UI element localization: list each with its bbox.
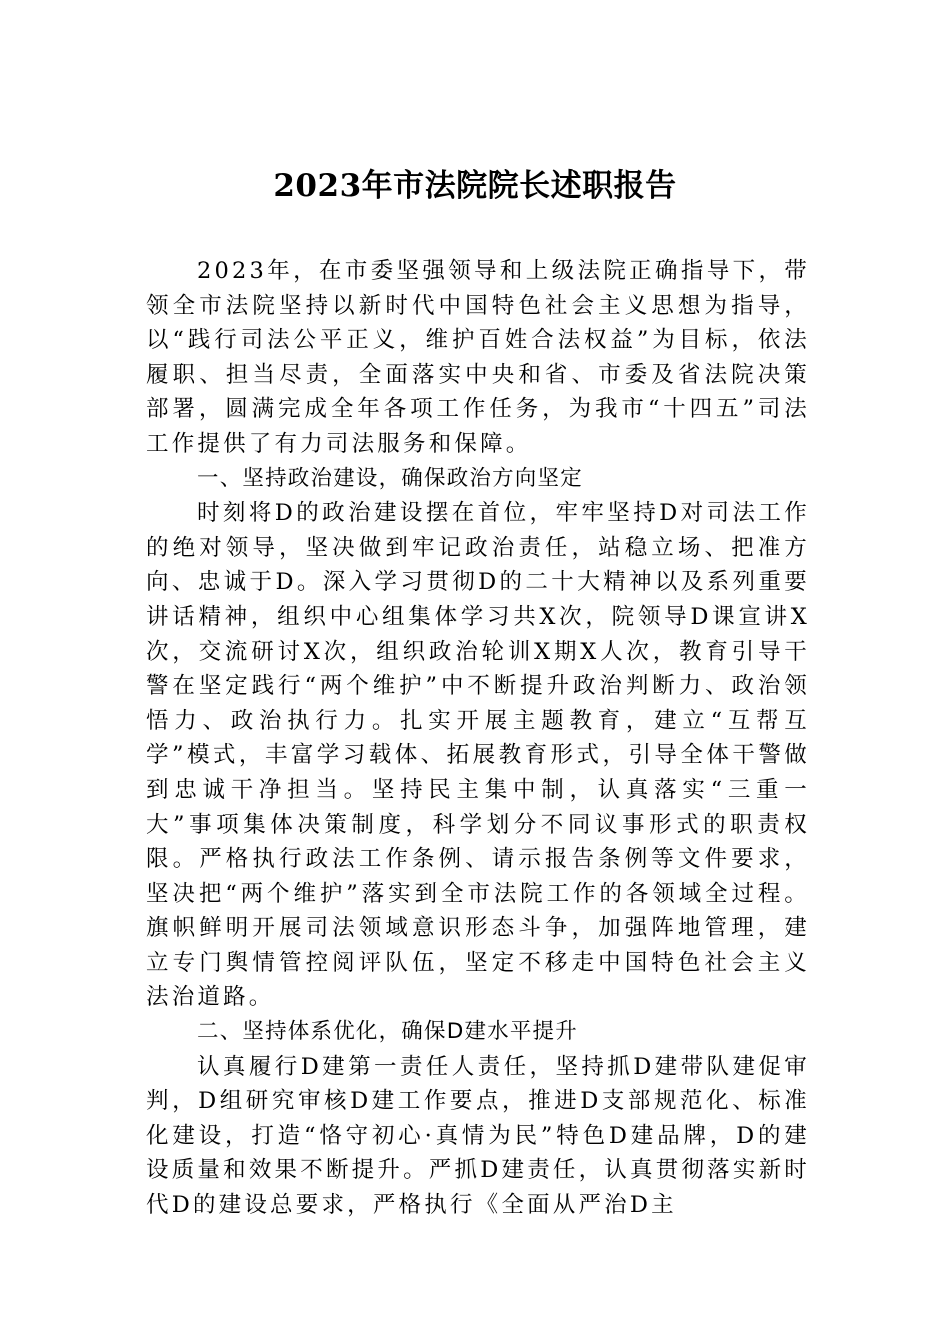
intro-paragraph: 2023年，在市委坚强领导和上级法院正确指导下，带领全市法院坚持以新时代中国特色社会主义思想为指导，以“践行司法公平正义，维护百姓合法权益”为目标，依法履职、担当尽责，全面落实中央和省、市委及省法院决策部署，圆满完成全年各项工作任务，为我市“十四五”司法工作提供了有力司法服务和保障。 [146,258,810,457]
document-title: 2023年市法院院长述职报告 [273,168,677,204]
section-heading-1: 一、坚持政治建设，确保政治方向坚定 [197,465,583,491]
document-body [146,254,810,1223]
section-heading-2: 二、坚持体系优化，确保D建水平提升 [197,1019,578,1045]
section-paragraph-1: 时刻将D的政治建设摆在首位，牢牢坚持D对司法工作的绝对领导，坚决做到牢记政治责任，站稳立场、把准方向、忠诚于D。深入学习贯彻D的二十大精神以及系列重要讲话精神，组织中心组集体学习共X次，院领导D课宣讲X次，交流研讨X次，组织政治轮训X期X人次，教育引导干警在坚定践行“两个维护”中不断提升政治判断力、政治领悟力、政治执行力。扎实开展主题教育，建立“互帮互学”模式，丰富学习载体、拓展教育形式，引导全体干警做到忠诚干净担当。坚持民主集中制，认真落实“三重一大”事项集体决策制度，科学划分不同议事形式的职责权限。严格执行政法工作条例、请示报告条例等文件要求，坚决把“两个维护”落实到全市法院工作的各领域全过程。旗帜鲜明开展司法领域意识形态斗争，加强阵地管理，建立专门舆情管控阅评队伍，坚定不移走中国特色社会主义法治道路。 [146,500,810,1011]
section-paragraph-2: 认真履行D建第一责任人责任，坚持抓D建带队建促审判，D组研究审核D建工作要点，推进D支部规范化、标准化建设，打造“恪守初心·真情为民”特色D建品牌，D的建设质量和效果不断提升。严抓D建责任，认真贯彻落实新时代D的建设总要求，严格执行《全面从严治D主 [146,1053,810,1219]
